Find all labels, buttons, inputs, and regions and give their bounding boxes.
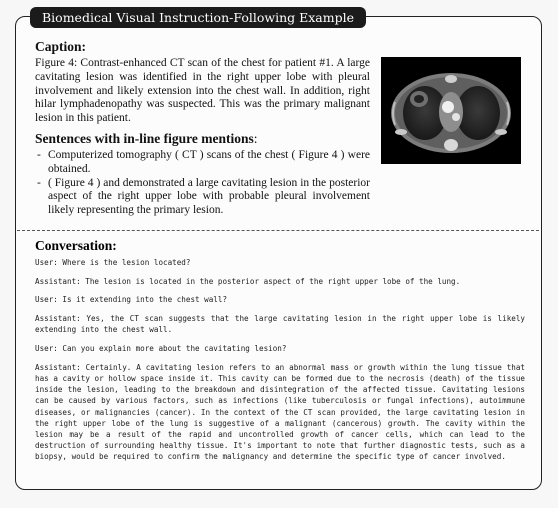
conversation-turn: Assistant: The lesion is located in the posterior aspect of the right upper lobe of the lung.	[35, 276, 461, 286]
mentions-heading-bold: Sentences with in-line figure mentions	[35, 130, 254, 146]
conversation-section	[35, 238, 525, 470]
caption-section	[35, 39, 370, 218]
conversation-turn: User: Where is the lesion located?	[35, 258, 191, 267]
conversation-turn: Assistant: Yes, the CT scan suggests that the large cavitating lesion in the right upper lobe is likely extending into the chest wall.	[35, 314, 525, 335]
example-title: Biomedical Visual Instruction-Following Example	[30, 7, 366, 28]
mention-item	[35, 149, 370, 177]
caption-heading: Caption:	[35, 39, 87, 54]
mentions-heading	[35, 131, 370, 147]
mention-text: Computerized tomography ( CT ) scans of the chest ( Figure 4 ) were obtained.	[48, 148, 370, 175]
conversation-turn: User: Can you explain more about the cavitating lesion?	[35, 344, 287, 354]
dash-bullet-icon: -	[37, 148, 41, 161]
conversation-turn: User: Is it extending into the chest wall?	[35, 295, 228, 305]
conversation-turn: Assistant: Certainly. A cavitating lesion refers to an abnormal mass or growth within the lung tissue that has a cavity or hollow space inside it. This cavity can be formed due to the necrosis (death) of the tissue inside the lesion, leading to the breakdown and disintegration of the affected tissue. Cavitating lesions can be caused by various factors, such as infections (like tuberculosis or fungal infections), autoimmune diseases, or malignancies (cancer). In the context of the CT scan provided, the large cavitating lesion in the right upper lobe of the lung is suggestive of a malignant (cancerous) growth. The cavity within the lesion may be a result of the rapid and uncontrolled growth of cancer cells, which can lead to the destruction of surrounding healthy tissue. It's important to note that further diagnostic tests, such as a biopsy, would be required to confirm the malignancy and determine the specific type of cancer involved.	[35, 362, 525, 462]
caption-text: Figure 4: Contrast-enhanced CT scan of the chest for patient #1. A large cavitating lesion was identified in the right upper lobe with pleural involvement and likely extension into the chest wall. In addition, right hilar lymphadenopathy was suspected. This was the primary malignant lesion in this patient.	[35, 57, 370, 125]
ct-scan-image	[381, 57, 521, 164]
conversation-heading: Conversation:	[35, 238, 117, 253]
mentions-list	[35, 149, 370, 218]
mention-item	[35, 177, 370, 218]
section-divider	[17, 230, 539, 231]
mention-text: ( Figure 4 ) and demonstrated a large cavitating lesion in the posterior aspect of the right upper lobe with probable pleural involvement likely representing the primary lesion.	[48, 176, 370, 217]
mentions-heading-suffix: :	[253, 130, 258, 146]
dash-bullet-icon: -	[37, 176, 41, 189]
